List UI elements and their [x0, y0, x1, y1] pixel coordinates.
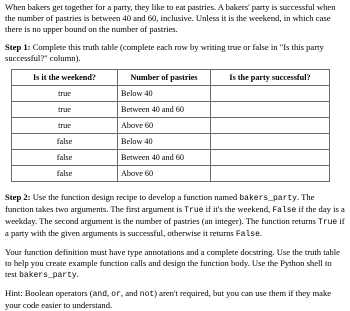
- false-code: False: [235, 230, 260, 239]
- false-code: False: [272, 206, 297, 215]
- requirements-text-1: Your function definition must have type annotations and a complete docstring. Use the truth table to help you create example function calls and design the function body. Use the Python shell to test: [5, 247, 340, 279]
- step2-paragraph: [5, 192, 345, 240]
- intro-text: When bakers get together for a party, they like to eat pastries. A bakers' party is successful when the number of pastries is between 40 and 60, inclusive. Unless it is the weekend, in which case there is no upper bound on the number of pastries.: [5, 2, 336, 34]
- cell-success[interactable]: [211, 134, 330, 150]
- cell-pastries: Below 40: [118, 134, 211, 150]
- header-weekend: Is it the weekend?: [12, 70, 118, 86]
- step2-text-4: if the day is a weekday. The second argument is the number of pastries (an integer). The function returns: [5, 204, 345, 226]
- step2-text-2: . The function takes two arguments. The first argument is: [5, 192, 315, 214]
- or-code: or: [111, 290, 121, 299]
- step1-label: Step 1:: [5, 42, 31, 52]
- table-row: [12, 150, 330, 166]
- step2-text-5: if a party with the given arguments is successful, otherwise it returns: [5, 216, 345, 238]
- cell-weekend: false: [12, 134, 118, 150]
- hint-paragraph: [5, 288, 345, 311]
- cell-pastries: Below 40: [118, 86, 211, 102]
- cell-success[interactable]: [211, 150, 330, 166]
- cell-weekend: true: [12, 118, 118, 134]
- hint-text-1: Hint: Boolean operators (: [5, 288, 93, 298]
- step2-text-3: if it's the weekend,: [203, 204, 273, 214]
- cell-success[interactable]: [211, 86, 330, 102]
- cell-pastries: Between 40 and 60: [118, 150, 211, 166]
- cell-pastries: Above 60: [118, 118, 211, 134]
- table-row: [12, 166, 330, 182]
- step2-label: Step 2:: [5, 192, 31, 202]
- cell-weekend: true: [12, 86, 118, 102]
- header-success: Is the party successful?: [211, 70, 330, 86]
- requirements-text-2: .: [76, 269, 79, 279]
- function-name-code: bakers_party: [239, 194, 297, 203]
- cell-pastries: Above 60: [118, 166, 211, 182]
- requirements-paragraph: [5, 247, 345, 281]
- cell-success[interactable]: [211, 102, 330, 118]
- cell-success[interactable]: [211, 118, 330, 134]
- cell-success[interactable]: [211, 166, 330, 182]
- step1-text: Complete this truth table (complete each row by writing true or false in "Is this party successful?" column).: [5, 42, 324, 63]
- hint-sep-2: , and: [120, 288, 140, 298]
- step1-paragraph: [5, 42, 345, 64]
- hint-text-2: ) aren't required, but you can use them if they make your code easier to understand.: [5, 288, 332, 310]
- cell-pastries: Between 40 and 60: [118, 102, 211, 118]
- truth-table-header-row: [12, 70, 330, 86]
- table-row: [12, 118, 330, 134]
- intro-paragraph: [5, 2, 345, 35]
- step2-text-1: Use the function design recipe to develop a function named: [30, 192, 240, 202]
- table-row: [12, 102, 330, 118]
- function-name-code: bakers_party: [19, 271, 77, 280]
- header-pastries: Number of pastries: [118, 70, 211, 86]
- step2-text-6: .: [259, 228, 263, 238]
- hint-sep-1: ,: [107, 288, 112, 298]
- and-code: and: [92, 290, 107, 299]
- true-code: True: [318, 218, 338, 227]
- not-code: not: [139, 290, 155, 299]
- cell-weekend: false: [12, 150, 118, 166]
- true-code: True: [184, 206, 204, 215]
- cell-weekend: false: [12, 166, 118, 182]
- table-row: [12, 134, 330, 150]
- cell-weekend: true: [12, 102, 118, 118]
- truth-table: [11, 69, 330, 182]
- table-row: [12, 86, 330, 102]
